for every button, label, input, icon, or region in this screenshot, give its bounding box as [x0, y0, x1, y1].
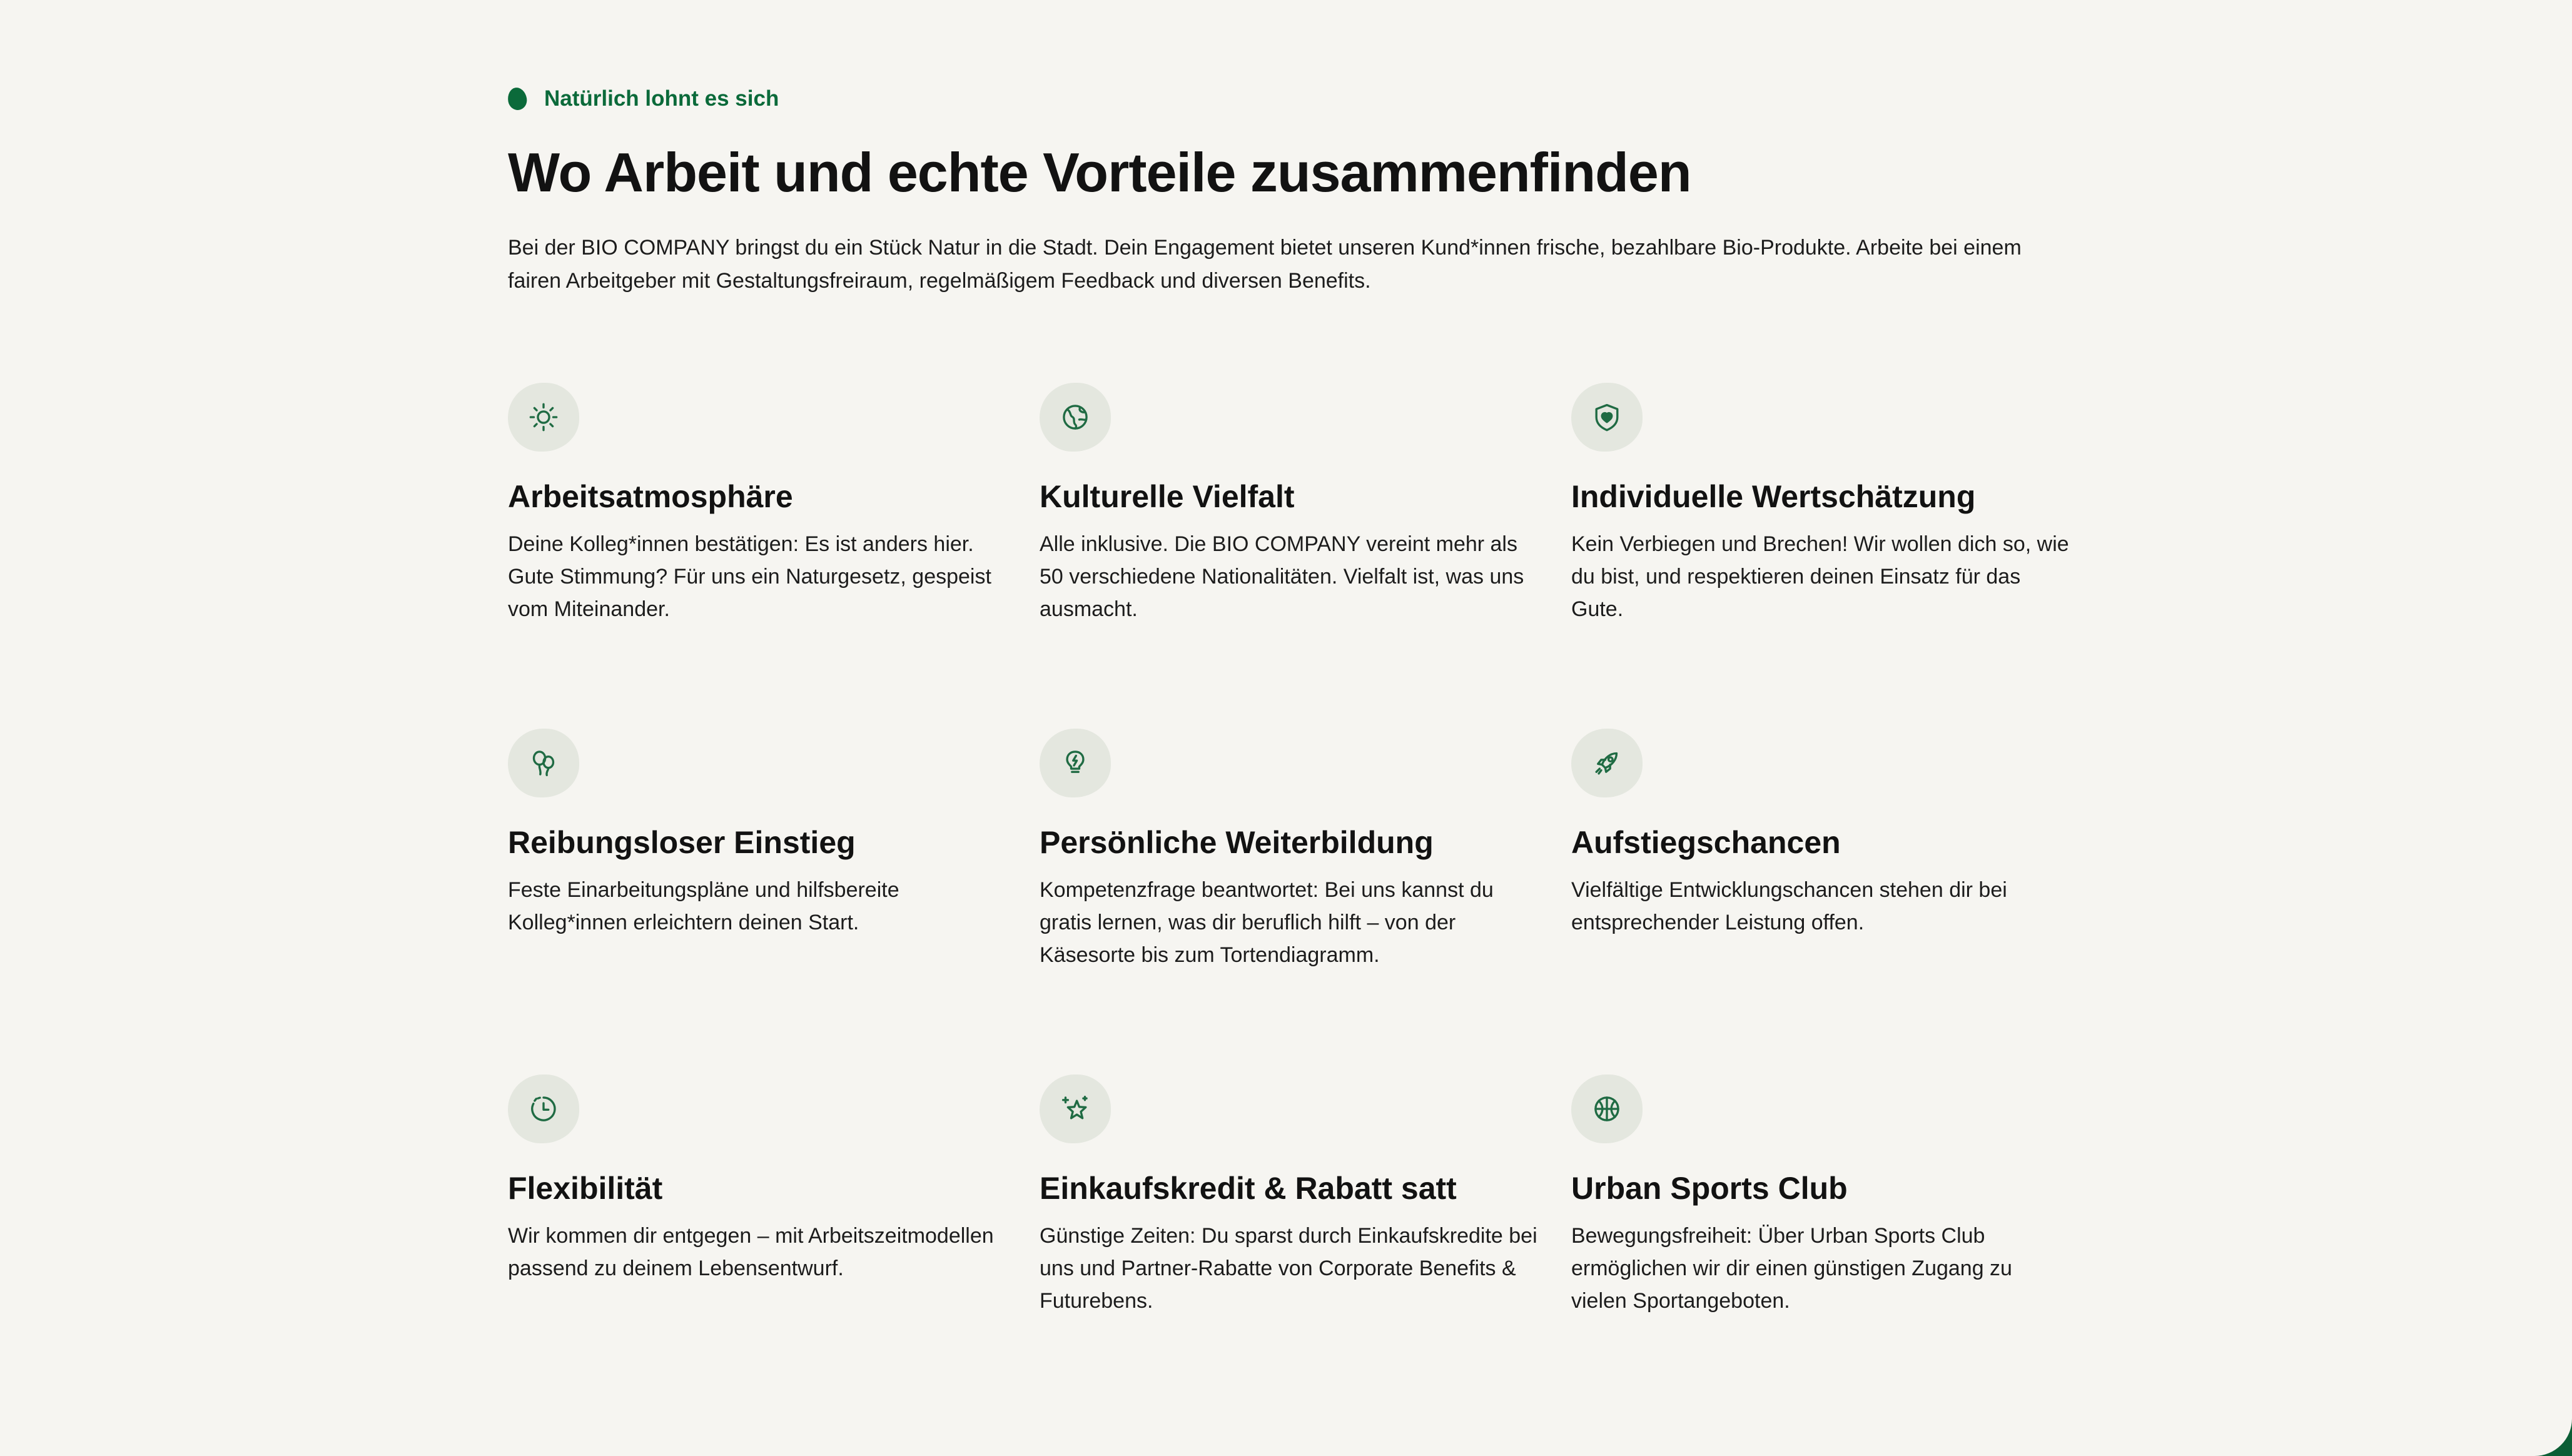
- benefit-text: Kompetenzfrage beantwortet: Bei uns kannst du gratis lernen, was dir beruflich hilft – von der Käsesorte bis zum Tortendiagramm.: [1040, 878, 1494, 967]
- lightbulb-icon: [1040, 729, 1111, 797]
- benefit-card: [1040, 1074, 1540, 1420]
- star-sparkle-icon: [1040, 1074, 1111, 1143]
- ball-icon: [1571, 1074, 1643, 1143]
- benefits-intro: [508, 83, 2072, 298]
- benefit-text: Deine Kolleg*innen bestätigen: Es ist anders hier. Gute Stimmung? Für uns ein Naturgesetz, gespeist vom Miteinander.: [508, 532, 991, 621]
- benefit-title: Aufstiegschancen: [1571, 825, 1841, 860]
- benefit-card: [1040, 729, 1540, 1074]
- balloons-icon: [508, 729, 579, 797]
- section-title: Wo Arbeit und echte Vorteile zusammenfinden: [508, 141, 1691, 203]
- leaf-icon: [506, 86, 529, 112]
- benefit-text: Alle inklusive. Die BIO COMPANY vereint mehr als 50 verschiedene Nationalitäten. Vielfalt ist, was uns ausmacht.: [1040, 532, 1524, 621]
- eyebrow-label: Natürlich lohnt es sich: [544, 86, 779, 111]
- benefit-text: Vielfältige Entwicklungschancen stehen dir bei entsprechender Leistung offen.: [1571, 878, 2007, 934]
- benefit-text: Kein Verbiegen und Brechen! Wir wollen dich so, wie du bist, und respektieren deinen Einsatz für das Gute.: [1571, 532, 2069, 621]
- benefit-card: [1571, 729, 2072, 1074]
- benefit-title: Einkaufskredit & Rabatt satt: [1040, 1171, 1457, 1206]
- benefit-title: Persönliche Weiterbildung: [1040, 825, 1434, 860]
- benefit-text: Wir kommen dir entgegen – mit Arbeitszeitmodellen passend zu deinem Lebensentwurf.: [508, 1224, 994, 1280]
- eyebrow: [508, 83, 2072, 115]
- rocket-icon: [1571, 729, 1643, 797]
- benefit-card: [1571, 383, 2072, 729]
- benefit-title: Flexibilität: [508, 1171, 663, 1206]
- benefits-grid: [508, 383, 2097, 1420]
- benefit-title: Urban Sports Club: [1571, 1171, 1848, 1206]
- benefit-title: Reibungsloser Einstieg: [508, 825, 856, 860]
- sun-icon: [508, 383, 579, 452]
- benefit-card: [508, 383, 1008, 729]
- benefit-text: Bewegungsfreiheit: Über Urban Sports Club ermöglichen wir dir einen günstigen Zugang zu vielen Sportangeboten.: [1571, 1224, 2012, 1313]
- benefit-text: Günstige Zeiten: Du sparst durch Einkaufskredite bei uns und Partner-Rabatte von Corporate Benefits & Futurebens.: [1040, 1224, 1537, 1313]
- clock-icon: [508, 1074, 579, 1143]
- benefit-card: [1571, 1074, 2072, 1420]
- section-intro: Bei der BIO COMPANY bringst du ein Stück Natur in die Stadt. Dein Engagement bietet unseren Kund*innen frische, bezahlbare Bio-Produkte. Arbeite bei einem fairen Arbeitgeber mit Gestaltungsfreiraum, regelmäßigem Feedback und diversen Benefits.: [508, 236, 2022, 293]
- benefit-title: Kulturelle Vielfalt: [1040, 479, 1295, 514]
- benefit-card: [1040, 383, 1540, 729]
- benefit-title: Arbeitsatmosphäre: [508, 479, 793, 514]
- globe-icon: [1040, 383, 1111, 452]
- benefit-title: Individuelle Wertschätzung: [1571, 479, 1976, 514]
- benefit-card: [508, 1074, 1008, 1420]
- benefit-text: Feste Einarbeitungspläne und hilfsbereite Kolleg*innen erleichtern deinen Start.: [508, 878, 899, 934]
- shield-heart-icon: [1571, 383, 1643, 452]
- benefit-card: [508, 729, 1008, 1074]
